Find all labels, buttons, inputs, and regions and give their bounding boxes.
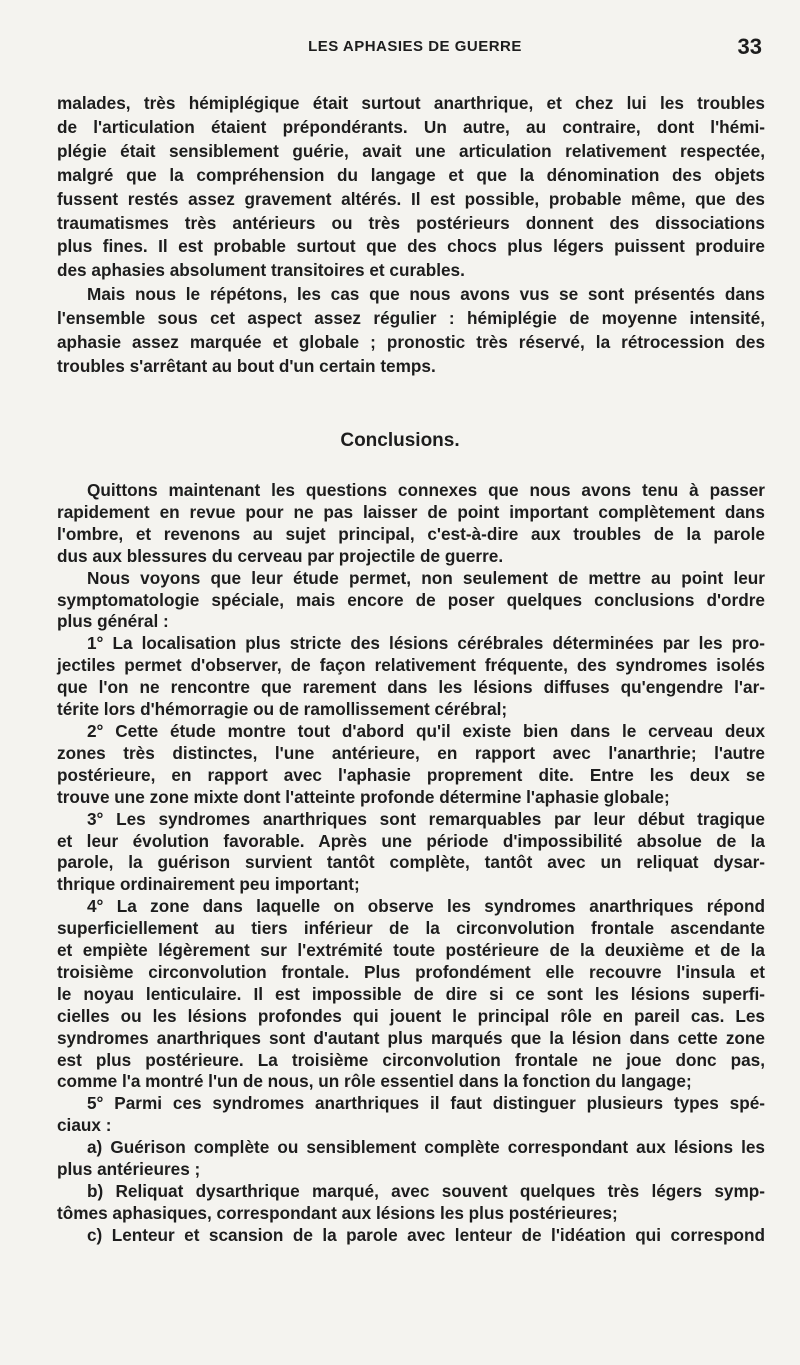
text-line: l'ensemble sous cet aspect assez régulier : hémiplégie de moyenne intensité, [57, 308, 765, 329]
paragraph [57, 809, 765, 897]
section-heading: Conclusions. [340, 430, 460, 451]
text-line: Mais nous le répétons, les cas que nous avons vus se sont présentés dans [87, 284, 765, 305]
paragraph [57, 1137, 765, 1181]
text-line: l'ombre, et revenons au sujet principal, c'est-à-dire aux troubles de la parole [57, 523, 765, 544]
text-line: a) Guérison complète ou sensiblement complète correspondant aux lésions les [87, 1137, 765, 1158]
text-line: de l'articulation étaient prépondérants. Un autre, au contraire, dont l'hémi- [57, 116, 765, 137]
text-line: tômes aphasiques, correspondant aux lésions les plus postérieures; [57, 1202, 618, 1223]
text-block-intro [57, 92, 765, 379]
text-line: superficiellement au tiers inférieur de la circonvolution frontale ascendante [57, 918, 765, 939]
text-line: syndromes anarthriques sont d'autant plus marqués que la lésion dans cette zone [57, 1027, 765, 1048]
text-line: plus général : [57, 611, 169, 632]
text-line: ciaux : [57, 1115, 112, 1136]
text-line: Nous voyons que leur étude permet, non seulement de mettre au point leur [87, 567, 765, 588]
text-line: plus antérieures ; [57, 1159, 201, 1180]
text-line: est plus postérieure. La troisième circonvolution frontale ne joue donc pas, [57, 1049, 765, 1070]
text-line: et leur évolution favorable. Après une période d'impossibilité absolue de la [57, 830, 765, 851]
text-line: 3° Les syndromes anarthriques sont remarquables par leur début tragique [87, 808, 765, 829]
text-line: 2° Cette étude montre tout d'abord qu'il existe bien dans le cerveau deux [87, 720, 765, 741]
text-line: et empiète légèrement sur l'extrémité toute postérieure de la deuxième et de la [57, 940, 765, 961]
paragraph [57, 568, 765, 634]
text-line: plégie était sensiblement guérie, avait une articulation relativement respectée, [57, 140, 765, 161]
text-line: Quittons maintenant les questions connexes que nous avons tenu à passer [87, 480, 765, 500]
text-line: symptomatologie spéciale, mais encore de poser quelques conclusions d'ordre [57, 589, 765, 610]
text-line: postérieure, en rapport avec l'aphasie proprement dite. Entre les deux se [57, 764, 765, 785]
text-line: fussent restés assez gravement altérés. Il est possible, probable même, que des [57, 188, 765, 209]
text-line: b) Reliquat dysarthrique marqué, avec souvent quelques très légers symp- [87, 1181, 765, 1201]
text-line: cielles ou les lésions profondes qui jouent le principal rôle en pareil cas. Les [57, 1005, 765, 1026]
text-line: trouve une zone mixte dont l'atteinte profonde détermine l'aphasie globale; [57, 786, 670, 807]
text-line: que l'on ne rencontre que rarement dans les lésions diffuses qu'engendre l'ar- [57, 677, 765, 698]
paragraph [57, 92, 765, 283]
text-line: plus fines. Il est probable surtout que des chocs plus légers puissent produire [57, 236, 765, 257]
text-line: des aphasies absolument transitoires et curables. [57, 260, 465, 281]
text-line: malades, très hémiplégique était surtout anarthrique, et chez lui les troubles [57, 93, 765, 113]
running-title: LES APHASIES DE GUERRE [308, 38, 522, 55]
text-line: comme l'a montré l'un de nous, un rôle essentiel dans la fonction du langage; [57, 1071, 692, 1092]
text-line: aphasie assez marquée et globale ; pronostic très réservé, la rétrocession des [57, 332, 765, 353]
paragraph [57, 721, 765, 809]
text-line: 1° La localisation plus stricte des lésions cérébrales déterminées par les pro- [87, 633, 765, 654]
paragraph [57, 896, 765, 1093]
paragraph [57, 633, 765, 721]
text-line: térite lors d'hémorragie ou de ramollissement cérébral; [57, 699, 508, 720]
text-line: thrique ordinairement peu important; [57, 874, 360, 895]
paragraph [57, 1093, 765, 1137]
text-line: traumatismes très antérieurs ou très postérieurs donnent des dissociations [57, 212, 765, 233]
text-line: parole, la guérison survient tantôt complète, tantôt avec un reliquat dysar- [57, 852, 765, 873]
text-line: c) Lenteur et scansion de la parole avec lenteur de l'idéation qui correspond [87, 1224, 765, 1245]
paragraph [57, 480, 765, 568]
text-line: malgré que la compréhension du langage et que la dénomination des objets [57, 164, 765, 185]
text-block-conclusions [57, 480, 765, 1247]
text-line: le noyau lenticulaire. Il est impossible de dire si ce sont les lésions superfi- [57, 983, 765, 1004]
text-line: troubles s'arrêtant au bout d'un certain temps. [57, 355, 436, 376]
paragraph [57, 283, 765, 379]
text-line: rapidement en revue pour ne pas laisser de point important complètement dans [57, 501, 765, 522]
text-line: 5° Parmi ces syndromes anarthriques il faut distinguer plusieurs types spé- [87, 1093, 765, 1114]
text-line: 4° La zone dans laquelle on observe les syndromes anarthriques répond [87, 896, 765, 917]
text-line: zones très distinctes, l'une antérieure, en rapport avec l'anarthrie; l'autre [57, 742, 765, 763]
text-line: jectiles permet d'observer, de façon relativement fréquente, des syndromes isolés [57, 655, 765, 676]
paragraph [57, 1225, 765, 1247]
page-number: 33 [737, 34, 762, 59]
paragraph [57, 1181, 765, 1225]
text-line: troisième circonvolution frontale. Plus profondément elle recouvre l'insula et [57, 961, 765, 982]
text-line: dus aux blessures du cerveau par projectile de guerre. [57, 545, 504, 566]
page-header [0, 34, 800, 62]
